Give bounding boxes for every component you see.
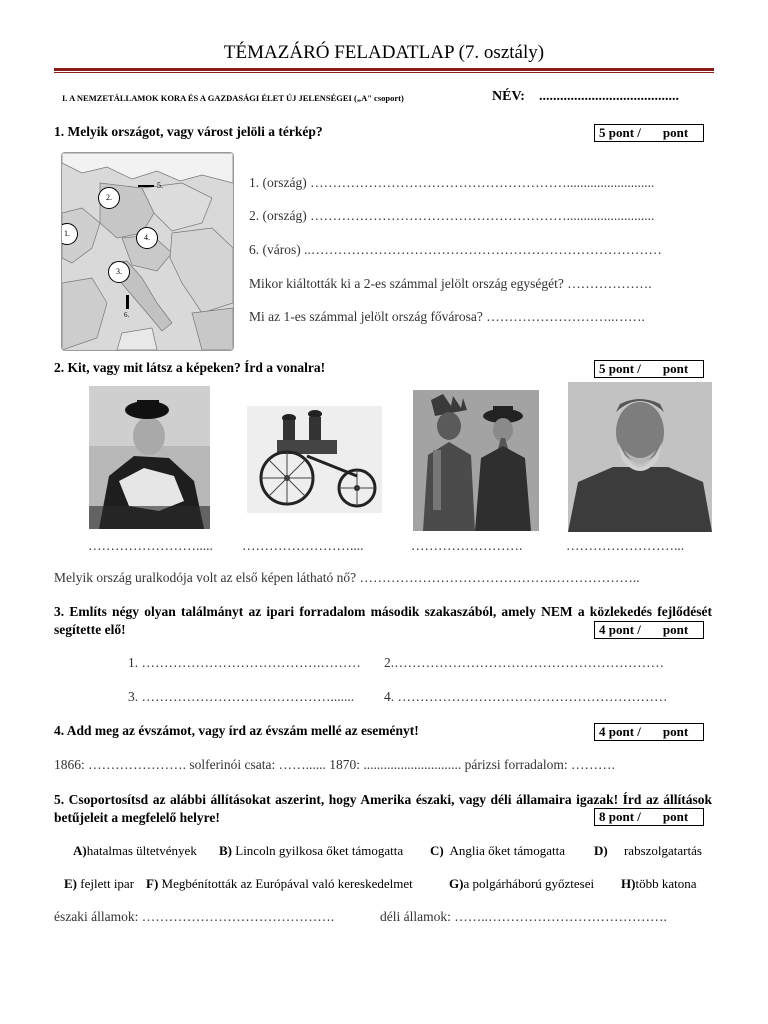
section-subheading: I. A NEMZETÁLLAMOK KORA ÉS A GAZDASÁGI ÉLET ÚJ JELENSÉGEI („A" csoport)	[62, 93, 404, 103]
q3-answer-1[interactable]: 1. ………………………………….………	[128, 655, 361, 670]
photo-3-two-men	[413, 390, 539, 531]
europe-map	[61, 152, 234, 351]
page-title: TÉMAZÁRÓ FELADATLAP (7. osztály)	[223, 42, 545, 63]
name-dots: ........................................	[538, 89, 679, 104]
q5-points-unit: pont	[662, 809, 689, 824]
q2-answer-1[interactable]: …………………….....	[88, 538, 213, 553]
q2-points-unit: pont	[662, 361, 689, 376]
map-marker-3: 3.	[108, 261, 130, 283]
map-marker-5: 5.	[157, 181, 163, 190]
photo-1-woman	[89, 386, 210, 529]
q2-ruler-question[interactable]: Melyik ország uralkodója volt az első képen látható nő? …………………………………….………………..	[54, 570, 640, 585]
q3-answer-2[interactable]: 2.……………………………………………………	[384, 655, 665, 670]
map-graphic	[62, 153, 233, 350]
q5-option-f: F) Megbénították az Európával való kereskedelmet	[146, 876, 413, 891]
map-marker-2: 2.	[98, 187, 120, 209]
q4-question: 4. Add meg az évszámot, vagy írd az évszám mellé az eseményt!	[54, 723, 419, 738]
q3-answer-3[interactable]: 3. …………………………………….......	[128, 689, 355, 704]
q3-points-box	[594, 621, 704, 639]
q1-answer-6[interactable]: 6. (város) ..……………………………………………………………………	[249, 242, 662, 257]
q2-question: 2. Kit, vagy mit látsz a képeken? Írd a vonalra!	[54, 360, 326, 375]
map-marker-6-line	[126, 295, 129, 309]
q4-points-unit: pont	[662, 724, 689, 739]
q5-north-answer[interactable]: északi államok: …………………………………….	[54, 909, 335, 924]
q2-answer-2[interactable]: ……………………....	[242, 538, 364, 553]
q5-south-answer[interactable]: déli államok: ……..………………………………….	[380, 909, 667, 924]
q4-answer-line[interactable]: 1866: …………………. solferinói csata: ……...... 1870: ............................. párizsi forradalom: ……….	[54, 757, 615, 772]
q5-option-a: A)hatalmas ültetvények	[73, 843, 197, 858]
map-marker-6: 6.	[124, 311, 130, 319]
q2-answer-3[interactable]: …………………….	[411, 538, 523, 553]
name-label: NÉV:	[492, 89, 525, 104]
name-field[interactable]	[492, 89, 679, 105]
q5-option-e: E) fejlett ipar	[64, 876, 135, 891]
q3-points: 4 pont /	[599, 622, 641, 637]
q3-question: 3. Említs négy olyan találmányt az ipari forradalom második szakaszából, amely NEM a közlekedés fejlődését segítette elő!	[54, 604, 712, 637]
q4-points-box	[594, 723, 704, 741]
q5-points: 8 pont /	[599, 809, 641, 824]
q5-option-h: H)több katona	[621, 876, 697, 891]
q2-answer-4[interactable]: ……………………...	[566, 538, 685, 553]
q5-option-d: D) rabszolgatartás	[594, 843, 702, 858]
q5-option-b: B) Lincoln gyilkosa őket támogatta	[219, 843, 404, 858]
title-rule-thin	[54, 72, 714, 73]
q1-question-unity[interactable]: Mikor kiáltották ki a 2-es számmal jelölt ország egységét? ……………….	[249, 276, 652, 291]
q5-option-c: C) Anglia őket támogatta	[430, 843, 566, 858]
q1-points-unit: pont	[662, 125, 689, 140]
map-marker-4: 4.	[136, 227, 158, 249]
q1-answer-1[interactable]: 1. (ország) …………………………………………………..........................	[249, 175, 655, 190]
q1-points-box	[594, 124, 704, 142]
map-marker-1: 1.	[61, 223, 78, 245]
q1-question-capital[interactable]: Mi az 1-es számmal jelölt ország fővárosa? ………………………..…….	[249, 309, 645, 324]
q5-points-box	[594, 808, 704, 826]
q5-question: 5. Csoportosítsd az alábbi állításokat aszerint, hogy Amerika északi, vagy déli államaira igazak! Írd az állítások betűjeleit a megfelelő helyre!	[54, 792, 712, 825]
map-marker-5-line	[138, 185, 154, 187]
q3-answer-4[interactable]: 4. ……………………………………………………	[384, 689, 668, 704]
q1-question: 1. Melyik országot, vagy várost jelöli a térkép?	[54, 124, 323, 139]
q1-answer-2[interactable]: 2. (ország) …………………………………………………..........................	[249, 208, 655, 223]
q2-points: 5 pont /	[599, 361, 641, 376]
photo-4-bearded-man	[568, 382, 712, 532]
q3-points-unit: pont	[662, 622, 689, 637]
q5-option-g: G)a polgárháború győztesei	[449, 876, 595, 891]
q1-points: 5 pont /	[599, 125, 641, 140]
title-rule	[54, 68, 714, 71]
q2-points-box	[594, 360, 704, 378]
q4-points: 4 pont /	[599, 724, 641, 739]
photo-2-automobile	[247, 406, 382, 513]
